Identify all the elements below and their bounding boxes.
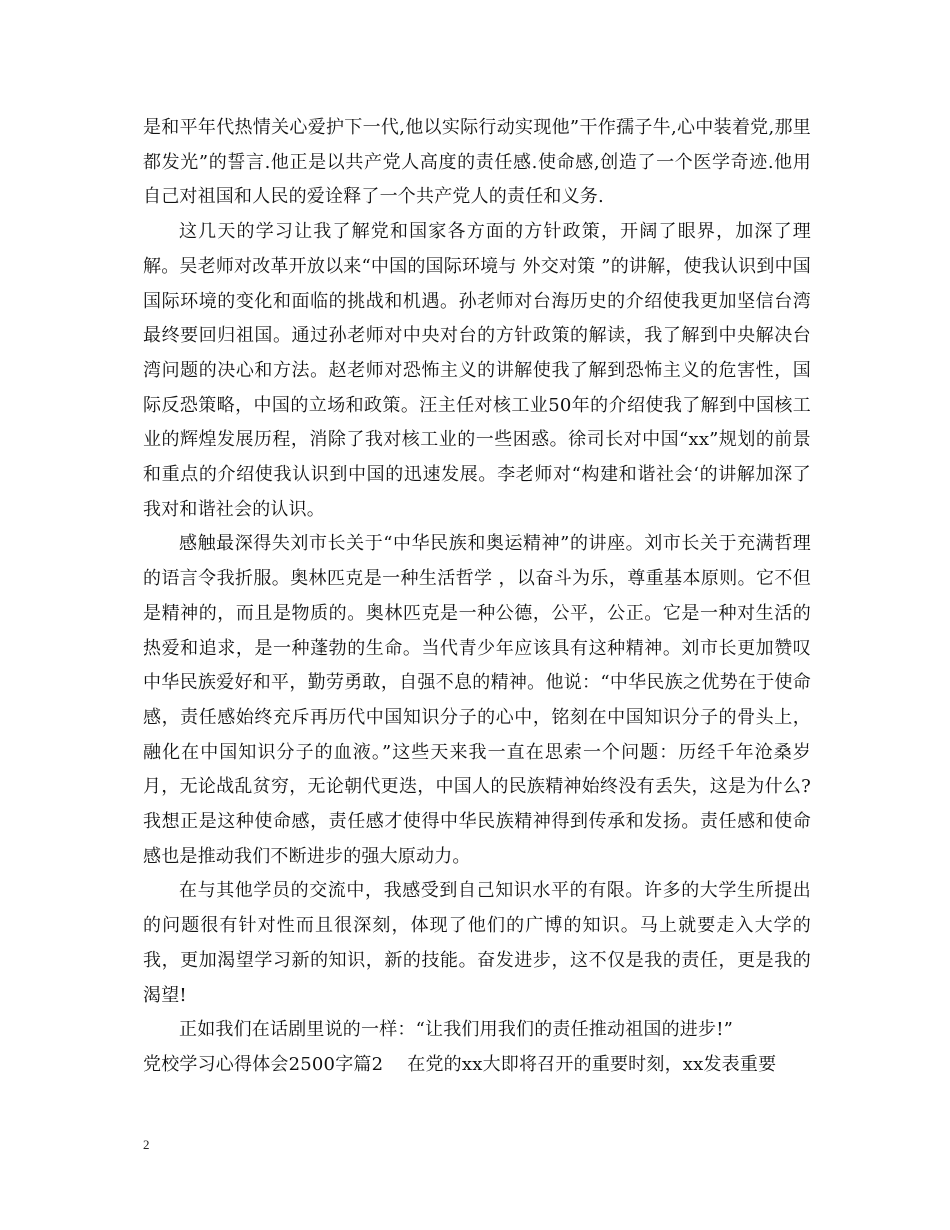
paragraph-drama-quote: 正如我们在话剧里说的一样：“让我们用我们的责任推动祖国的进步!” — [179, 1019, 734, 1041]
paragraph-study-policies: 这几天的学习让我了解党和国家各方面的方针政策，开阔了眼界，加深了理解。吴老师对改革开放以来“中国的国际环境与 外交对策 ”的讲解，使我认识到中国国际环境的变化和面临的挑战和机遇。孙老师对台海历史的介绍使我更加坚信台湾最终要回归祖国。通过孙老师对中央对台的方针政策的解读，我了解到中央解决台湾问题的决心和方法。赵老师对恐怖主义的讲解使我了解到恐怖主义的危害性，国际反恐策略，中国的立场和政策。汪主任对核工业50年的介绍使我了解到中国核工业的辉煌发展历程，消除了我对核工业的一些困惑。徐司长对中国“xx”规划的前景和重点的介绍使我认识到中国的迅速发展。李老师对“构建和谐社会‘的讲解加深了我对和谐社会的认识。 — [143, 221, 811, 520]
next-article-line — [143, 1048, 811, 1083]
article-opening: 在党的xx大即将召开的重要时刻，xx发表重要 — [407, 1053, 777, 1075]
page-number: 2 — [143, 1137, 150, 1152]
paragraph-exchange: 在与其他学员的交流中，我感受到自己知识水平的有限。许多的大学生所提出的问题很有针对性而且很深刻，体现了他们的广博的知识。马上就要走入大学的我，更加渴望学习新的知识，新的技能。奋发进步，这不仅是我的责任，更是我的渴望! — [143, 880, 811, 1006]
article-heading: 党校学习心得体会2500字篇2 — [143, 1053, 384, 1075]
paragraph-olympic-spirit: 感触最深得失刘市长关于“中华民族和奥运精神”的讲座。刘市长关于充满哲理的语言令我折服。奥林匹克是一种生活哲学 ，以奋斗为乐，尊重基本原则。它不但是精神的，而且是物质的。奥林匹克是一种公德，公平，公正。它是一种对生活的热爱和追求，是一种蓬勃的生命。当代青少年应该具有这种精神。刘市长更加赞叹中华民族爱好和平，勤劳勇敢，自强不息的精神。他说：“中华民族之优势在于使命感，责任感始终充斥再历代中国知识分子的心中，铭刻在中国知识分子的骨头上，融化在中国知识分子的血液。”这些天来我一直在思索一个问题：历经千年沧桑岁月，无论战乱贫穷，无论朝代更迭，中国人的民族精神始终没有丢失，这是为什么?我想正是这种使命感，责任感才使得中华民族精神得到传承和发扬。责任感和使命感也是推动我们不断进步的强大原动力。 — [143, 533, 811, 867]
paragraph-continuation: 是和平年代热情关心爱护下一代,他以实际行动实现他”干作孺子牛,心中装着党,那里都发光”的誓言.他正是以共产党人高度的责任感.使命感,创造了一个医学奇迹.他用自己对祖国和人民的爱诠释了一个共产党人的责任和义务. — [143, 117, 811, 208]
body-text — [143, 111, 811, 1083]
